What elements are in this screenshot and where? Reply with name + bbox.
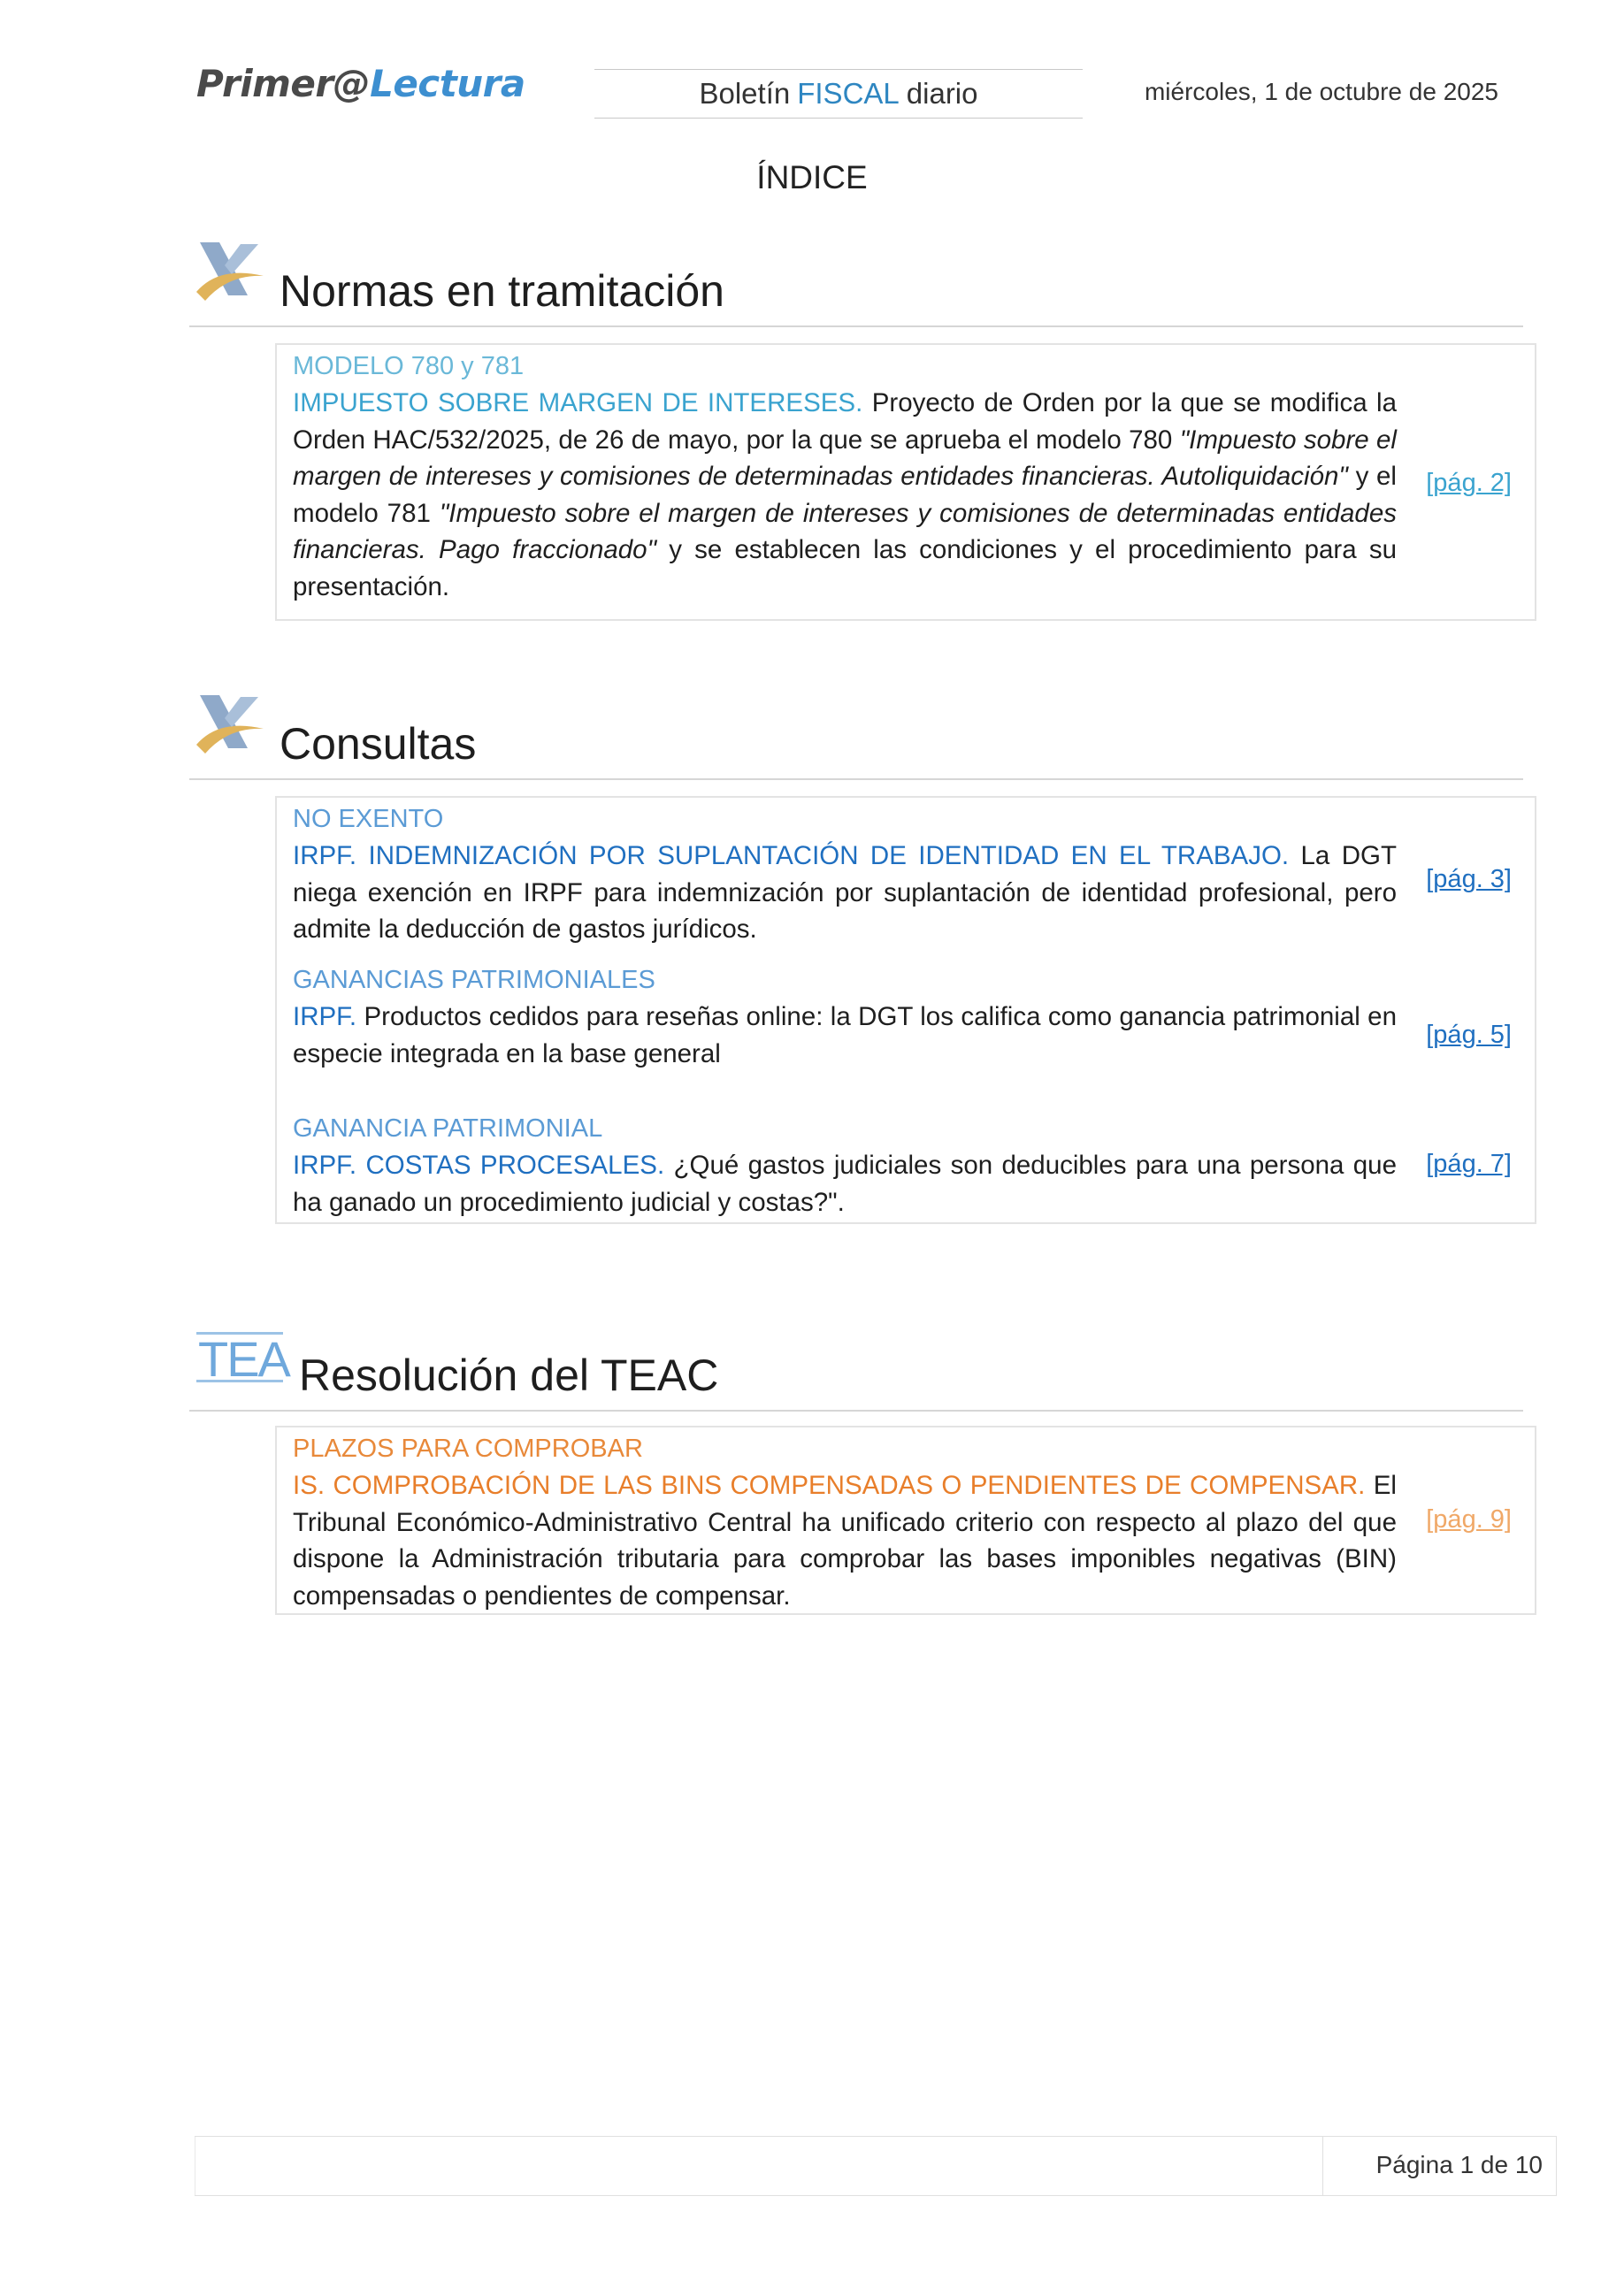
section-header-consultas: [189, 692, 1523, 780]
entry-quote: "Impuesto sobre el margen de intereses y comisiones de determinadas entidades financieras. Autoliquidación": [293, 425, 1397, 491]
entry-headline: IRPF.: [293, 1002, 357, 1031]
entry-text: y el modelo 781: [293, 462, 1397, 528]
entry-ganancias-patrimoniales: [293, 962, 1397, 1072]
entry-category: GANANCIAS PATRIMONIALES: [293, 966, 655, 994]
entry-category: PLAZOS PARA COMPROBAR: [293, 1435, 643, 1463]
entry-headline: IRPF. INDEMNIZACIÓN POR SUPLANTACIÓN DE IDENTIDAD EN EL TRABAJO.: [293, 841, 1290, 870]
index-title: ÍNDICE: [756, 159, 868, 195]
box-consultas: [275, 796, 1536, 1224]
entry-category: GANANCIA PATRIMONIAL: [293, 1114, 603, 1143]
entry-modelo-780: [293, 348, 1397, 605]
aeat-logo-icon: [193, 239, 267, 306]
entry-category: NO EXENTO: [293, 805, 444, 833]
entry-text: y se establecen las condiciones y el procedimiento para su presentación.: [293, 535, 1397, 601]
entry-text: La DGT niega exención en IRPF para indemnización por suplantación de identidad profesional, pero admite la deducción de gastos jurídicos.: [293, 841, 1397, 944]
entry-summary: [293, 1467, 1397, 1614]
entry-no-exento: [293, 801, 1397, 948]
bulletin-fiscal: FISCAL: [797, 77, 900, 110]
page-link-7[interactable]: [pág. 7]: [1426, 1150, 1512, 1178]
tea-logo-text: TEA: [198, 1331, 289, 1387]
entry-quote: "Impuesto sobre el margen de intereses y comisiones de determinadas entidades financieras. Pago fraccionado": [293, 498, 1397, 564]
entry-ganancia-patrimonial: [293, 1111, 1397, 1221]
entry-summary: [293, 838, 1397, 948]
tea-logo-icon: [195, 1327, 289, 1389]
entry-text: Proyecto de Orden por la que se modifica la Orden HAC/532/2025, de 26 de mayo, por la que se aprueba el modelo 780: [293, 388, 1397, 455]
entry-plazos-comprobar: [293, 1431, 1397, 1614]
entry-summary: [293, 999, 1397, 1072]
aeat-logo-icon: [193, 692, 267, 759]
logo-part-primer: Primer@: [196, 62, 371, 105]
entry-text: ¿Qué gastos judiciales son deducibles para una persona que ha ganado un procedimiento judicial y costas?".: [293, 1151, 1397, 1217]
section-title-normas: Normas en tramitación: [280, 266, 724, 316]
box-teac: [275, 1426, 1536, 1615]
footer-frame: [1556, 2137, 1557, 2195]
entry-text: El Tribunal Económico-Administrativo Central ha unificado criterio con respecto al plazo del que dispone la Administración tributaria para comprobar las bases imponibles negativas (BIN) compensadas o pendientes de compensar.: [293, 1471, 1397, 1611]
entry-headline: IS. COMPROBACIÓN DE LAS BINS COMPENSADAS O PENDIENTES DE COMPENSAR.: [293, 1471, 1366, 1500]
bulletin-post: diario: [906, 77, 978, 110]
entry-headline: IMPUESTO SOBRE MARGEN DE INTERESES.: [293, 388, 863, 417]
bulletin-title: [594, 69, 1083, 119]
issue-date: miércoles, 1 de octubre de 2025: [1144, 78, 1498, 105]
page-footer: [195, 2136, 1557, 2196]
page-link-9[interactable]: [pág. 9]: [1426, 1505, 1512, 1534]
page-link-5[interactable]: [pág. 5]: [1426, 1021, 1512, 1049]
section-header-teac: [189, 1327, 1523, 1412]
bulletin-pre: Boletín: [699, 77, 791, 110]
logo-part-lectura: Lectura: [370, 62, 525, 105]
page-link-3[interactable]: [pág. 3]: [1426, 865, 1512, 893]
box-normas: [275, 343, 1536, 621]
entry-summary: [293, 1147, 1397, 1221]
section-header-normas: [189, 239, 1523, 327]
footer-divider: [1322, 2137, 1323, 2195]
page-link-2[interactable]: [pág. 2]: [1426, 469, 1512, 497]
section-title-consultas: Consultas: [280, 719, 477, 769]
page-number: Página 1 de 10: [1375, 2151, 1543, 2178]
entry-summary: [293, 385, 1397, 605]
section-title-teac: Resolución del TEAC: [299, 1351, 719, 1400]
entry-category: MODELO 780 y 781: [293, 352, 525, 380]
entry-headline: IRPF. COSTAS PROCESALES.: [293, 1151, 665, 1180]
brand-logo: [196, 62, 525, 105]
entry-text: Productos cedidos para reseñas online: la DGT los califica como ganancia patrimonial en especie integrada en la base general: [293, 1002, 1397, 1068]
